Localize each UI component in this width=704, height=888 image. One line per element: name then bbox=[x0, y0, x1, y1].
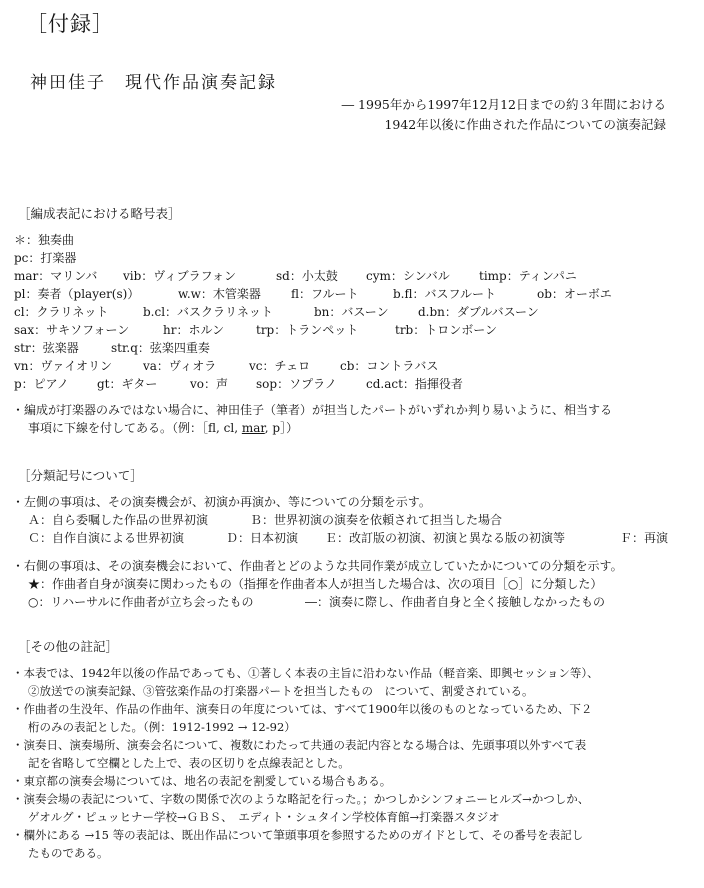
class-D: Ｄ：日本初演 bbox=[226, 531, 299, 545]
abbr-item: fl：フルート bbox=[291, 287, 359, 301]
right-classification-intro: ・ 右側の事項は、その演奏機会において、作曲者とどのような共同作業が成立していたかについての分類を示す。 bbox=[12, 557, 623, 575]
abbr-item: va：ヴィオラ bbox=[143, 359, 217, 373]
abbr-item: vo：声 bbox=[190, 377, 229, 391]
abbr-item: w.w：木管楽器 bbox=[178, 287, 261, 301]
description-line: ― 1995年から1997年12月12日までの約３年間における bbox=[341, 97, 666, 112]
note-line: ・ 作曲者の生没年、作品の作曲年、演奏日の年度については、すべて1900年以後のものとなっているため、下２ bbox=[12, 700, 592, 718]
abbr-item: str.q：弦楽四重奏 bbox=[111, 341, 210, 355]
note-line: ゲオルグ・ピュッヒナー学校→ＧＢＳ、 エディト・シュタイン学校体育館→打楽器スタジオ bbox=[28, 810, 500, 824]
abbr-item: trb：トロンボーン bbox=[395, 323, 498, 337]
abbr-item: hr：ホルン bbox=[163, 323, 225, 337]
abbr-item: mar：マリンバ bbox=[14, 269, 98, 283]
abbr-item: ＊：独奏曲 bbox=[14, 233, 75, 247]
abbr-item: sd：小太鼓 bbox=[276, 269, 338, 283]
section-heading-classification: ［分類記号について］ bbox=[18, 468, 143, 483]
note-line: ・ 演奏会場の表記について、字数の関係で次のような略記を行った。；かつしかシンフォニーヒルズ→かつしか、 bbox=[12, 790, 589, 808]
note-line: 記を省略して空欄とした上で、表の区切りを点線表記とした。 bbox=[28, 756, 350, 770]
abbr-item: vib：ヴィブラフォン bbox=[123, 269, 236, 283]
page-subtitle: 神田佳子 現代作品演奏記録 bbox=[30, 73, 277, 93]
abbr-item: cd.act：指揮役者 bbox=[366, 377, 463, 391]
abbr-item: p：ピアノ bbox=[14, 377, 69, 391]
note-line: ・ 本表では、1942年以後の作品であっても、①著しく本表の主旨に沿わない作品（軽音楽、即興セッション等）、 bbox=[12, 664, 599, 682]
example-text: 事項に下線を付してある。（例：［fl, cl, bbox=[28, 421, 242, 435]
class-B: Ｂ：世界初演の演奏を依頼されて担当した場合 bbox=[250, 513, 503, 527]
note-line: たものである。 bbox=[28, 846, 109, 860]
abbr-item: cl：クラリネット bbox=[14, 305, 109, 319]
abbr-row bbox=[14, 231, 74, 249]
abbr-row bbox=[14, 249, 76, 267]
example-text: , p］） bbox=[264, 421, 299, 435]
abbr-item: cym：シンバル bbox=[366, 269, 450, 283]
abbr-item: sop：ソプラノ bbox=[256, 377, 337, 391]
section-heading-other-notes: ［その他の註記］ bbox=[18, 639, 119, 654]
section-heading-abbreviations: ［編成表記における略号表］ bbox=[18, 206, 181, 221]
class-circle: ○：リハーサルに作曲者が立ち会ったもの bbox=[28, 595, 254, 609]
underline-note-example bbox=[28, 419, 298, 437]
abbr-item: vc：チェロ bbox=[249, 359, 311, 373]
note-line: ・ 欄外にある →15 等の表記は、既出作品について筆頭事項を参照するためのガイドとして、その番号を表記し bbox=[12, 826, 583, 844]
abbr-item: b.fl：バスフルート bbox=[393, 287, 497, 301]
class-C: Ｃ：自作自演による世界初演 bbox=[28, 531, 185, 545]
abbr-item: pc：打楽器 bbox=[14, 251, 77, 265]
abbr-item: vn：ヴァイオリン bbox=[14, 359, 113, 373]
note-line: ・ 東京都の演奏会場については、地名の表記を割愛している場合もある。 bbox=[12, 772, 391, 790]
class-dash: ―：演奏に際し、作曲者自身と全く接触しなかったもの bbox=[305, 595, 606, 609]
class-F: Ｆ：再演 bbox=[620, 531, 669, 545]
page-title: ［付録］ bbox=[26, 12, 114, 36]
abbr-item: trp：トランペット bbox=[256, 323, 359, 337]
note-line: ②放送での演奏記録、③管弦楽作品の打楽器パートを担当したもの について、割愛されている。 bbox=[28, 684, 534, 698]
subtitle-description bbox=[342, 95, 666, 135]
underline-note: ・ 編成が打楽器のみではない場合に、神田佳子（筆者）が担当したパートがいずれか判り易いように、相当する bbox=[12, 401, 612, 419]
abbr-item: gt：ギター bbox=[97, 377, 158, 391]
class-A: Ａ：自ら委嘱した作品の世界初演 bbox=[28, 513, 209, 527]
abbr-item: timp：ティンパニ bbox=[479, 269, 577, 283]
abbr-item: sax：サキソフォーン bbox=[14, 323, 130, 337]
note-line: 桁のみの表記とした。（例：1912-1992 → 12-92） bbox=[28, 720, 296, 734]
class-star: ★：作曲者自身が演奏に関わったもの（指揮を作曲者本人が担当した場合は、次の項目［○］に分類した） bbox=[28, 577, 603, 591]
abbr-item: pl：奏者（player(s)） bbox=[14, 287, 140, 301]
abbr-row bbox=[14, 267, 97, 285]
class-E: Ｅ：改訂版の初演、初演と異なる版の初演等 bbox=[325, 531, 566, 545]
note-line: ・ 演奏日、演奏場所、演奏会名について、複数にわたって共通の表記内容となる場合は、先頭事項以外すべて表 bbox=[12, 736, 586, 754]
abbr-item: bn：バスーン bbox=[314, 305, 389, 319]
abbr-item: d.bn：ダブルバスーン bbox=[418, 305, 539, 319]
left-classification-intro: ・ 左側の事項は、その演奏機会が、初演か再演か、等についての分類を示す。 bbox=[12, 493, 431, 511]
example-underlined: mar bbox=[241, 421, 265, 435]
description-line: 1942年以後に作曲された作品についての演奏記録 bbox=[384, 117, 666, 132]
abbr-item: cb：コントラバス bbox=[340, 359, 439, 373]
abbr-item: b.cl：バスクラリネット bbox=[143, 305, 273, 319]
abbr-item: ob：オーボエ bbox=[537, 287, 612, 301]
abbr-item: str：弦楽器 bbox=[14, 341, 79, 355]
